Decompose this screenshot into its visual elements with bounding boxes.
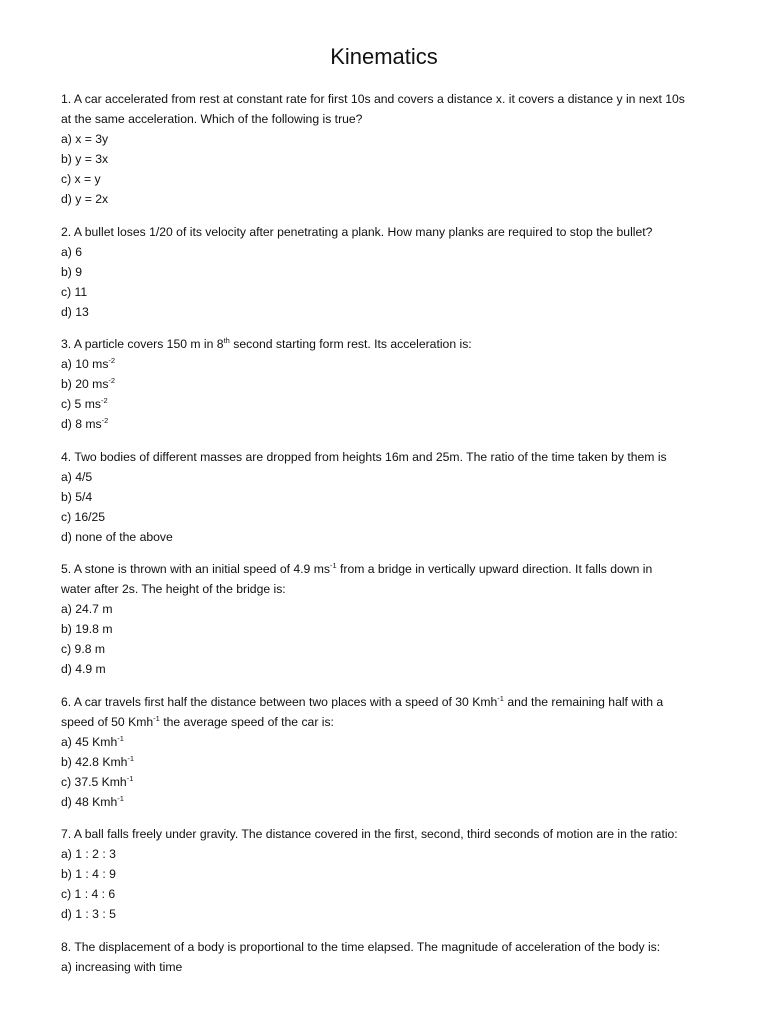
question-stem: water after 2s. The height of the bridge is: (61, 582, 286, 596)
superscript: -2 (101, 416, 109, 425)
option-b: b) 42.8 Kmh$^{-1}$ (61, 753, 135, 769)
question-7 (61, 824, 717, 924)
stem-text: 3. A particle covers 150 m in 8 (61, 337, 224, 351)
superscript: -2 (108, 356, 116, 365)
superscript: -1 (127, 753, 135, 763)
superscript: -1 (117, 733, 124, 743)
option-c: c) 11 (61, 284, 88, 299)
superscript: -1 (497, 693, 504, 703)
question-1 (61, 89, 717, 209)
question-4 (61, 447, 717, 547)
option-b: b) 20 $ms^{-2}$ (61, 376, 116, 391)
question-stem: 2. A bullet loses 1/20 of its velocity after penetrating a plank. How many planks are required to stop the bullet? (61, 224, 653, 239)
option-a: a) 1 : 2 : 3 (61, 847, 116, 861)
question-stem: at the same acceleration. Which of the following is true? (61, 112, 363, 126)
stem-text: second starting form rest. Its acceleration is: (229, 337, 472, 351)
question-stem: 8. The displacement of a body is proportional to the time elapsed. The magnitude of acceleration of the body is: (61, 939, 661, 954)
superscript: -2 (108, 376, 116, 385)
option-a: a) 45 Kmh$^{-1}$ (61, 733, 124, 749)
option-c: c) 9.8 m (61, 642, 106, 656)
option-b: b) 19.8 m (61, 622, 113, 636)
option-b: b) 1 : 4 : 9 (61, 867, 116, 881)
question-5 (61, 559, 717, 679)
option-d: d) 1 : 3 : 5 (61, 907, 116, 921)
question-8 (61, 937, 717, 977)
option-b: b) 9 (61, 264, 83, 279)
superscript: -1 (153, 713, 160, 723)
page-title: Kinematics (330, 44, 438, 69)
superscript: -1 (329, 561, 337, 570)
option-d: d) 48 Kmh$^{-1}$ (61, 793, 124, 809)
option-d: d) none of the above (61, 529, 173, 544)
option-b: b) 5/4 (61, 489, 93, 504)
question-stem: 6. A car travels first half the distance between two places with a speed of 30 Kmh$^{-1}$ and the remaining half with a (61, 693, 664, 709)
option-d: d) 8 $ms^{-2}$ (61, 416, 109, 431)
option-c: c) x = y (61, 172, 101, 186)
superscript: -2 (100, 396, 108, 405)
option-a: a) 24.7 m (61, 602, 113, 616)
option-a: a) 6 (61, 244, 83, 259)
option-d: d) 13 (61, 304, 89, 319)
question-6 (61, 692, 717, 812)
question-list (61, 89, 717, 989)
question-stem (61, 334, 717, 354)
option-c: c) 1 : 4 : 6 (61, 887, 116, 901)
option-a: a) 4/5 (61, 469, 93, 484)
option-d: d) 4.9 m (61, 662, 106, 676)
option-c: c) 5 $ms^{-2}$ (61, 396, 108, 411)
option-a: a) x = 3y (61, 132, 109, 146)
option-a: a) increasing with time (61, 959, 183, 974)
question-stem: 5. A stone is thrown with an initial speed of 4.9 $ms^{-1}$ from a bridge in vertically upward direction. It falls down in (61, 561, 653, 576)
option-c: c) 37.5 Kmh$^{-1}$ (61, 773, 134, 789)
question-3 (61, 334, 717, 434)
superscript: -1 (117, 793, 124, 803)
option-c: c) 16/25 (61, 509, 106, 524)
option-a: a) 10 $ms^{-2}$ (61, 356, 116, 371)
option-d: d) y = 2x (61, 192, 109, 206)
superscript: -1 (126, 773, 134, 783)
question-stem: 4. Two bodies of different masses are dropped from heights 16m and 25m. The ratio of the time taken by them is (61, 449, 667, 464)
superscript: th (223, 336, 230, 345)
question-stem: speed of 50 Kmh$^{-1}$ the average speed of the car is: (61, 713, 334, 729)
question-stem: 1. A car accelerated from rest at constant rate for first 10s and covers a distance x. it covers a distance y in next 10s (61, 92, 685, 106)
question-2 (61, 222, 717, 322)
question-stem: 7. A ball falls freely under gravity. The distance covered in the first, second, third seconds of motion are in the ratio: (61, 827, 678, 841)
option-b: b) y = 3x (61, 152, 109, 166)
